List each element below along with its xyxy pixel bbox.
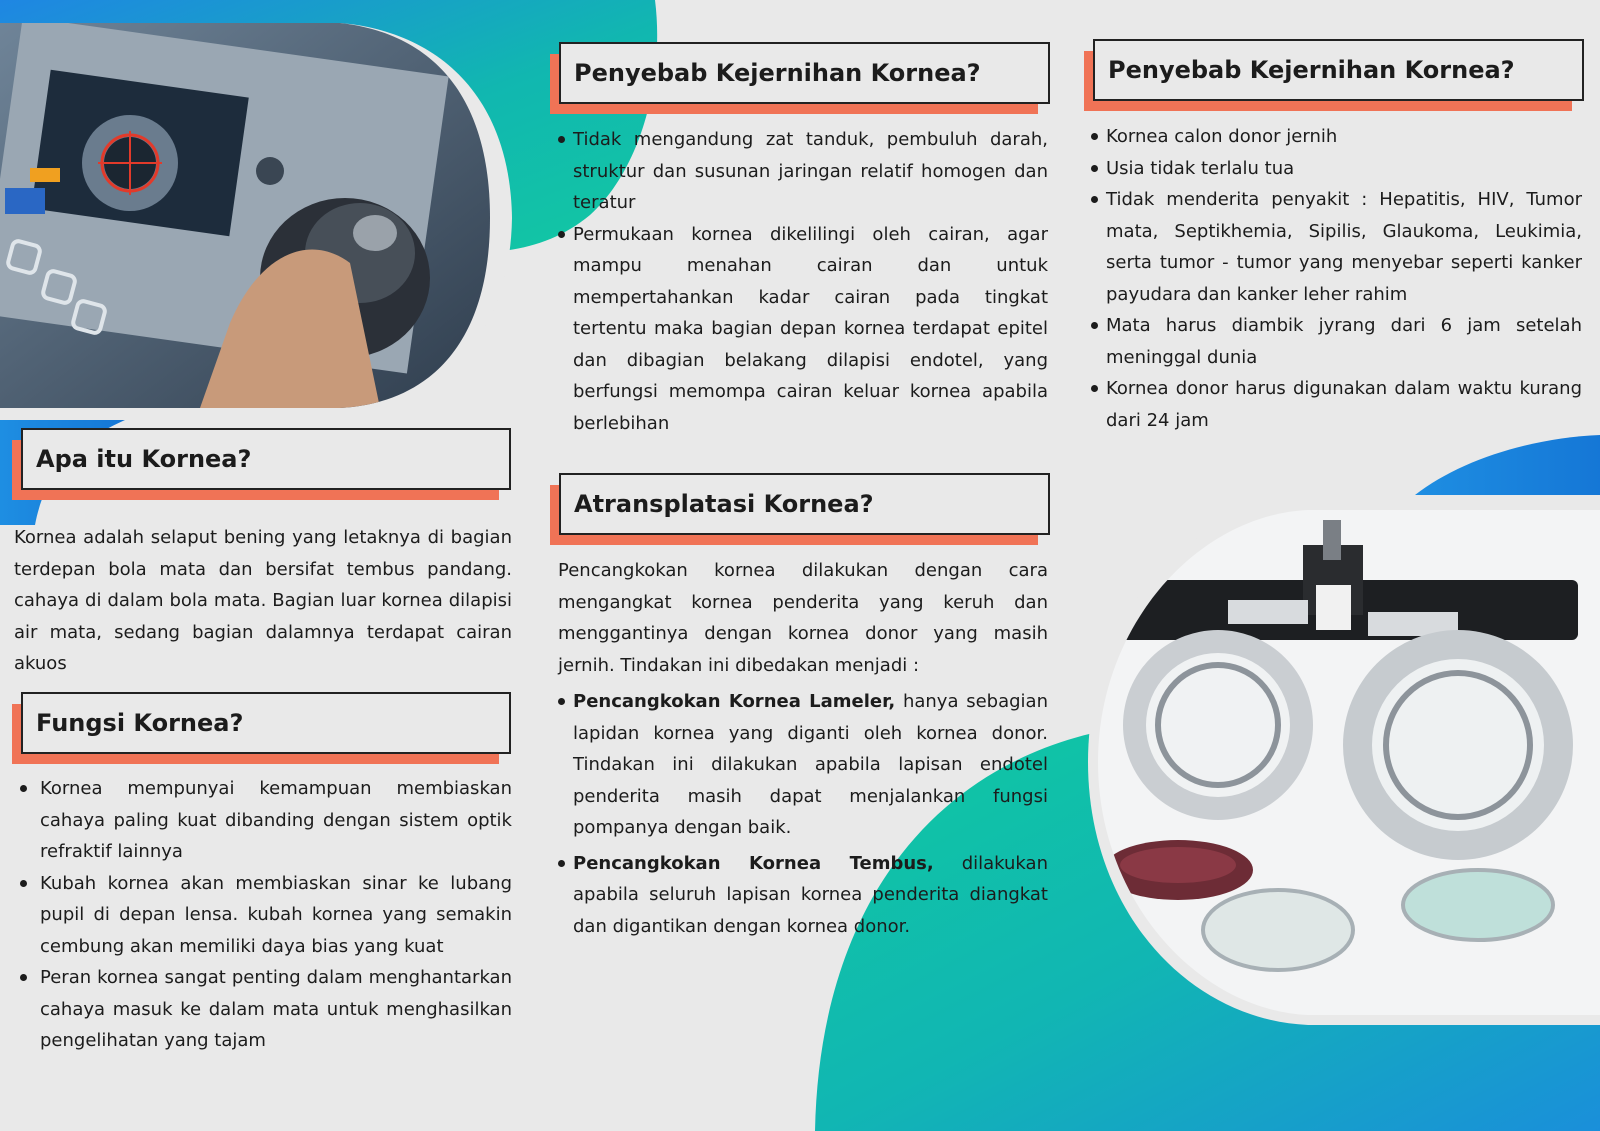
list-item: Permukaan kornea dikelilingi oleh cairan, agar mampu menahan cairan dan untuk mempertahankan kadar cairan pada tingkat tertentu maka bagian depan kornea terdapat epitel dan dibagian belakang dilapisi endotel, yang berfungsi memompa cairan keluar kornea apabila berlebihan xyxy=(558,219,1048,440)
list-item xyxy=(558,686,1048,844)
list-item: Peran kornea sangat penting dalam menghantarkan cahaya masuk ke dalam mata untuk menghasilkan pengelihatan yang tajam xyxy=(14,962,512,1057)
atransplatasi-intro-text: Pencangkokan kornea dilakukan dengan cara mengangkat kornea penderita yang keruh dan menggantinya dengan kornea donor yang masih jernih. Tindakan ini dibedakan menjadi : xyxy=(558,560,1048,676)
trial-frame-photo xyxy=(1088,500,1600,1025)
list-item: Usia tidak terlalu tua xyxy=(1091,153,1582,185)
heading-atransplatasi-kornea xyxy=(559,473,1050,535)
penyebab-kejernihan-middle-list xyxy=(558,124,1048,439)
list-item: Kornea donor harus digunakan dalam waktu kurang dari 24 jam xyxy=(1091,373,1582,436)
list-item xyxy=(558,848,1048,943)
list-item: Mata harus diambik jyrang dari 6 jam setelah meninggal dunia xyxy=(1091,310,1582,373)
atransplatasi-list xyxy=(558,686,1048,942)
list-item: Tidak menderita penyakit : Hepatitis, HIV, Tumor mata, Septikhemia, Sipilis, Glaukoma, Leukimia, serta tumor - tumor yang menyebar seperti kanker payudara dan kanker leher rahim xyxy=(1091,184,1582,310)
list-item-bold: Pencangkokan Kornea Tembus, xyxy=(573,852,934,874)
heading-apa-itu-kornea xyxy=(21,428,511,490)
heading-label: Atransplatasi Kornea? xyxy=(559,473,1050,535)
heading-fungsi-kornea xyxy=(21,692,511,754)
list-item: Kornea mempunyai kemampuan membiaskan cahaya paling kuat dibanding dengan sistem optik refraktif lainnya xyxy=(14,773,512,868)
heading-label: Penyebab Kejernihan Kornea? xyxy=(1093,39,1584,101)
apa-itu-kornea-text: Kornea adalah selaput bening yang letaknya di bagian terdepan bola mata dan bersifat tembus pandang. cahaya di dalam bola mata. Bagian luar kornea dilapisi air mata, sedang bagian dalamnya terdapat cairan akuos xyxy=(14,527,512,674)
list-item: Kubah kornea akan membiaskan sinar ke lubang pupil di depan lensa. kubah kornea yang semakin cembung akan memiliki daya bias yang kuat xyxy=(14,868,512,963)
fungsi-kornea-list xyxy=(14,773,512,1057)
list-item-bold: Pencangkokan Kornea Lameler, xyxy=(573,691,896,712)
heading-penyebab-kejernihan-right xyxy=(1093,39,1584,101)
heading-label: Apa itu Kornea? xyxy=(21,428,511,490)
eye-scanner-photo xyxy=(0,23,512,408)
list-item-text: hanya sebagian lapidan kornea yang diganti oleh kornea donor. Tindakan ini dilakukan apabila lapisan endotel penderita masih dapat menjalankan fungsi pompanya dengan baik. xyxy=(573,691,1048,838)
heading-label: Fungsi Kornea? xyxy=(21,692,511,754)
list-item: Kornea calon donor jernih xyxy=(1091,121,1582,153)
list-item: Tidak mengandung zat tanduk, pembuluh darah, struktur dan susunan jaringan relatif homogen dan teratur xyxy=(558,124,1048,219)
heading-penyebab-kejernihan-middle xyxy=(559,42,1050,104)
kriteria-donor-list xyxy=(1091,121,1582,436)
right-blue-arc xyxy=(1415,435,1600,495)
heading-label: Penyebab Kejernihan Kornea? xyxy=(559,42,1050,104)
list-item-text: dilakukan apabila seluruh lapisan kornea penderita diangkat dan digantikan dengan kornea donor. xyxy=(573,852,1048,937)
